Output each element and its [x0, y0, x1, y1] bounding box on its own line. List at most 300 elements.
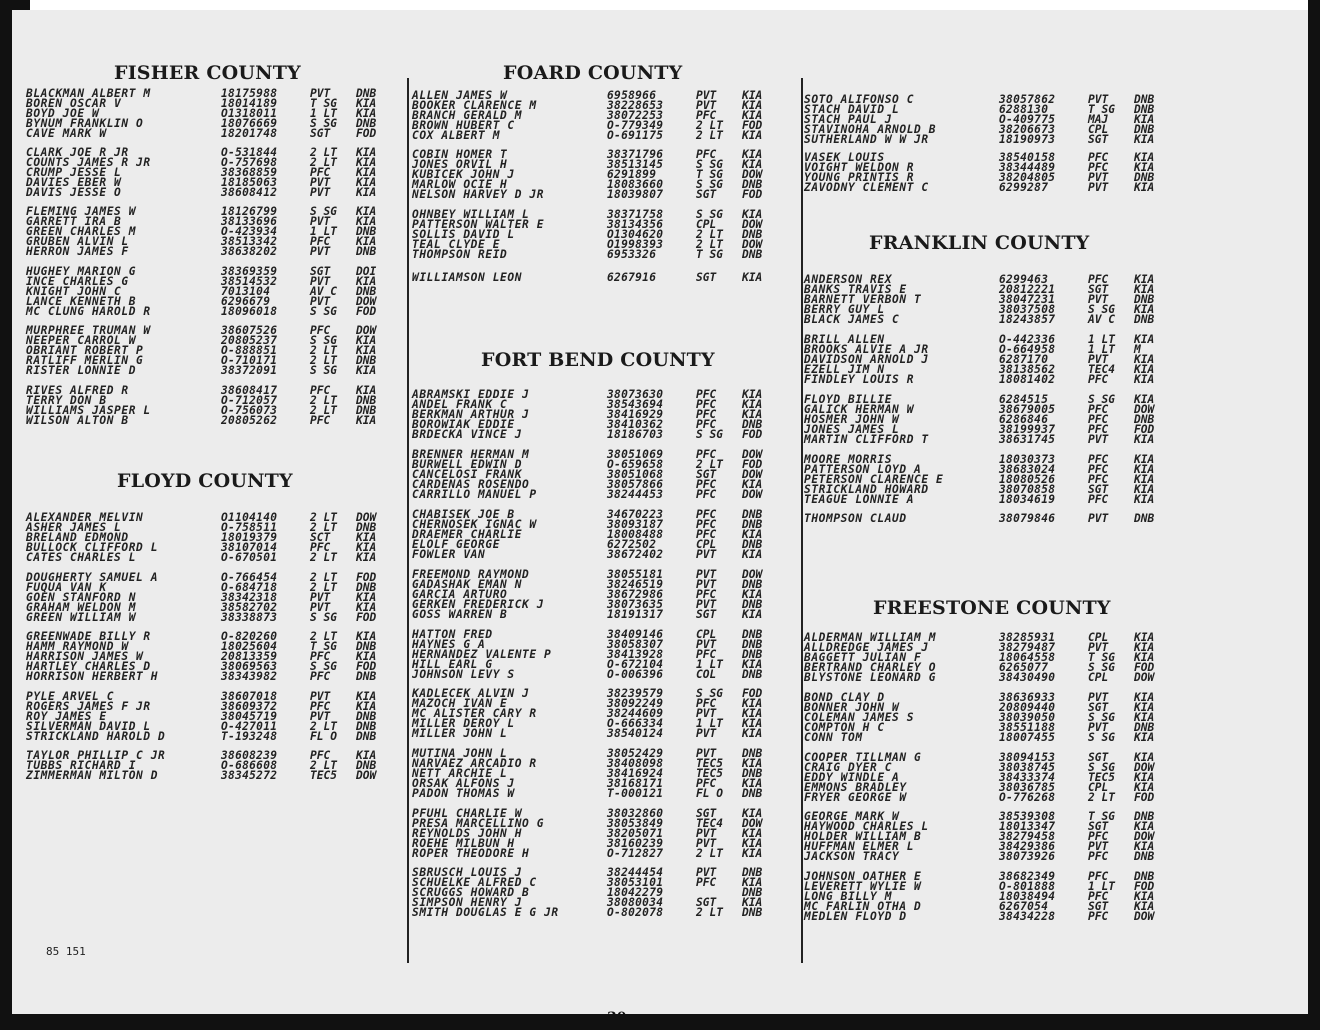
record-rank: 2 LT [696, 458, 723, 471]
record-status: KIA [356, 531, 377, 544]
record-serial: 38079846 [999, 512, 1056, 525]
record-serial: 38372091 [221, 364, 278, 377]
record-rank: TEC4 [696, 817, 723, 830]
record-serial: 20805262 [221, 414, 278, 427]
record-rank: PVT [696, 598, 717, 611]
record-rank: PFC [1088, 463, 1109, 476]
record-rank: PFC [696, 448, 717, 461]
record-serial: 38246519 [607, 578, 664, 591]
record-name: HERRON JAMES F [26, 245, 129, 258]
record-rank: PFC [1088, 453, 1109, 466]
record-name: ROGERS JAMES F JR [26, 700, 151, 713]
record-name: GARCIA ARTURO [412, 588, 508, 601]
record-serial: 38416924 [607, 767, 664, 780]
record-serial: 38057862 [999, 93, 1056, 106]
record-status: KIA [1134, 483, 1155, 496]
record-status: FOD [356, 660, 377, 673]
record-serial: 6288130 [999, 103, 1049, 116]
record-name: ROPER THEODORE H [412, 847, 530, 860]
record-status: KIA [1134, 373, 1155, 386]
record-name: BOOKER CLARENCE M [412, 99, 537, 112]
record-rank: S SG [310, 305, 337, 318]
record-serial: 18034619 [999, 493, 1056, 506]
record-status: DNB [356, 730, 377, 743]
record-status: DNB [356, 581, 377, 594]
record-status: KIA [1134, 731, 1155, 744]
record-name: LEVERETT WYLIE W [804, 880, 922, 893]
record-rank: 1 LT [1088, 333, 1115, 346]
record-name: EDDY WINDLE A [804, 771, 900, 784]
record-serial: O-531844 [221, 146, 278, 159]
record-status: KIA [1134, 631, 1155, 644]
record-name: HERNANDEZ VALENTE P [412, 648, 552, 661]
record-serial: O-423934 [221, 225, 278, 238]
record-status: KIA [742, 707, 763, 720]
record-serial: 38279458 [999, 830, 1056, 843]
record-rank: PFC [310, 749, 331, 762]
record-status: KIA [356, 591, 377, 604]
record-name: GRUBEN ALVIN L [26, 235, 129, 248]
record-rank: S SG [696, 208, 723, 221]
record-name: HUGHEY MARION G [26, 265, 137, 278]
record-name: MEDLEN FLOYD D [804, 910, 907, 923]
record-serial: 6953326 [607, 248, 657, 261]
record-rank: 2 LT [310, 521, 337, 534]
record-status: KIA [742, 727, 763, 740]
record-name: BOROWIAK EDDIE [412, 418, 515, 431]
record-serial: O-712827 [607, 847, 664, 860]
record-serial: 18185063 [221, 176, 278, 189]
record-serial: 38607526 [221, 324, 278, 337]
record-name: MILLER JOHN L [412, 727, 508, 740]
record-rank: PVT [310, 87, 331, 100]
record-status: FOD [1134, 791, 1155, 804]
record-rank: TEC5 [1088, 771, 1115, 784]
record-serial: O-888851 [221, 344, 278, 357]
record-rank: PFC [310, 166, 331, 179]
record-serial: 38343982 [221, 670, 278, 683]
record-rank: SGT [1088, 900, 1109, 913]
record-rank: 1 LT [310, 107, 337, 120]
record-rank: 2 LT [310, 581, 337, 594]
record-name: BOYD JOE W [26, 107, 100, 120]
record-serial: 18030373 [999, 453, 1056, 466]
record-serial: 18014189 [221, 97, 278, 110]
record-status: KIA [356, 601, 377, 614]
record-name: BYNUM FRANKLIN O [26, 117, 144, 130]
record-rank: PFC [1088, 161, 1109, 174]
record-rank: PFC [1088, 151, 1109, 164]
record-rank: 2 LT [310, 551, 337, 564]
record-serial: 38160239 [607, 837, 664, 850]
record-serial: 6958966 [607, 89, 657, 102]
record-status: DOI [356, 265, 377, 278]
record-name: BERKMAN ARTHUR J [412, 408, 530, 421]
record-status: FOD [742, 188, 763, 201]
record-serial: 38073926 [999, 850, 1056, 863]
record-name: RATLIFF MERLIN G [26, 354, 144, 367]
record-rank: SGT [1088, 483, 1109, 496]
record-serial: 38199937 [999, 423, 1056, 436]
record-serial: 18038494 [999, 890, 1056, 903]
record-status: DNB [1134, 850, 1155, 863]
record-serial: 38228653 [607, 99, 664, 112]
record-name: SCHUELKE ALFRED C [412, 876, 537, 889]
record-serial: 18039807 [607, 188, 664, 201]
record-serial: 6265077 [999, 661, 1049, 674]
record-status: DOW [1134, 403, 1155, 416]
record-name: WILSON ALTON B [26, 414, 129, 427]
record-serial: T-000121 [607, 787, 664, 800]
record-rank: S SG [310, 117, 337, 130]
record-serial: O-686608 [221, 759, 278, 772]
record-name: HAMM RAYMOND W [26, 640, 129, 653]
record-serial: O-691175 [607, 129, 664, 142]
record-status: DNB [1134, 870, 1155, 883]
record-name: TERRY DON B [26, 394, 107, 407]
record-name: STACH DAVID L [804, 103, 900, 116]
column-divider-2 [801, 78, 803, 963]
record-rank: SGT [696, 188, 717, 201]
record-name: ALEXANDER MELVIN [26, 511, 144, 524]
record-status: DNB [742, 886, 763, 899]
record-status: KIA [742, 807, 763, 820]
record-status: KIA [1134, 840, 1155, 853]
record-status: KIA [356, 414, 377, 427]
record-status: DNB [1134, 313, 1155, 326]
record-name: OHNBEY WILLIAM L [412, 208, 530, 221]
record-status: KIA [742, 388, 763, 401]
record-rank: S SG [310, 364, 337, 377]
record-serial: 38051068 [607, 468, 664, 481]
record-status: KIA [742, 408, 763, 421]
record-rank: PVT [1088, 353, 1109, 366]
record-status: KIA [1134, 781, 1155, 794]
record-name: BURWELL EDWIN D [412, 458, 523, 471]
record-status: DNB [742, 248, 763, 261]
record-name: FINDLEY LOUIS R [804, 373, 915, 386]
record-rank: MAJ [1088, 113, 1109, 126]
record-name: PETERSON CLARENCE E [804, 473, 944, 486]
record-name: GARRETT IRA B [26, 215, 122, 228]
record-rank: S SG [310, 334, 337, 347]
record-status: DNB [1134, 293, 1155, 306]
record-status: DOW [356, 324, 377, 337]
record-rank: PFC [696, 876, 717, 889]
record-serial: 6299287 [999, 181, 1049, 194]
record-serial: 38058307 [607, 638, 664, 651]
record-status: KIA [1134, 820, 1155, 833]
record-status: KIA [356, 186, 377, 199]
record-status: KIA [742, 717, 763, 730]
record-serial: 38032860 [607, 807, 664, 820]
record-status: DOW [356, 295, 377, 308]
record-rank: COL [696, 668, 717, 681]
record-status: KIA [356, 97, 377, 110]
record-status: KIA [356, 166, 377, 179]
record-name: BLYSTONE LEONARD G [804, 671, 937, 684]
record-serial: 38413928 [607, 648, 664, 661]
record-serial: O1104140 [221, 511, 278, 524]
record-rank: PFC [310, 670, 331, 683]
record-rank: 2 LT [1088, 791, 1115, 804]
record-rank: PFC [310, 235, 331, 248]
record-status: DOW [356, 511, 377, 524]
record-name: GEORGE MARK W [804, 810, 900, 823]
record-name: MARLOW OCIE H [412, 178, 508, 191]
record-rank: 2 LT [310, 146, 337, 159]
scan-border-bottom [0, 1014, 1320, 1030]
record-rank: PFC [310, 384, 331, 397]
record-serial: 38408098 [607, 757, 664, 770]
record-status: DNB [1134, 512, 1155, 525]
record-status: DNB [1134, 413, 1155, 426]
record-status: DNB [742, 578, 763, 591]
record-rank: PVT [696, 548, 717, 561]
record-serial: 38107014 [221, 541, 278, 554]
record-name: DAVIDSON ARNOLD J [804, 353, 929, 366]
record-status: DNB [742, 628, 763, 641]
record-status: FOD [742, 119, 763, 132]
record-serial: O-672104 [607, 658, 664, 671]
record-serial: 18025604 [221, 640, 278, 653]
record-status: DNB [742, 668, 763, 681]
record-status: KIA [356, 630, 377, 643]
record-name: COBIN HOMER T [412, 148, 508, 161]
record-status: KIA [742, 777, 763, 790]
record-rank: TEC4 [1088, 363, 1115, 376]
record-status: DNB [356, 354, 377, 367]
county-title: FRANKLIN COUNTY [869, 232, 1090, 254]
record-name: COOPER TILLMAN G [804, 751, 922, 764]
record-serial: 38138562 [999, 363, 1056, 376]
record-serial: 18019379 [221, 531, 278, 544]
record-serial: 38093187 [607, 518, 664, 531]
record-status: DNB [742, 747, 763, 760]
record-status: DNB [742, 228, 763, 241]
record-serial: 34670223 [607, 508, 664, 521]
record-rank: T SG [1088, 103, 1115, 116]
record-serial: 38430490 [999, 671, 1056, 684]
record-rank: TEC5 [696, 767, 723, 780]
record-name: CANCELOSI FRANK [412, 468, 523, 481]
record-serial: 6284515 [999, 393, 1049, 406]
record-serial: 20809440 [999, 701, 1056, 714]
record-rank: PVT [696, 638, 717, 651]
record-serial: 18190973 [999, 133, 1056, 146]
record-status: KIA [1134, 133, 1155, 146]
record-serial: 38609372 [221, 700, 278, 713]
record-status: DOW [742, 218, 763, 231]
record-name: FLOYD BILLIE [804, 393, 893, 406]
record-serial: 38205071 [607, 827, 664, 840]
record-status: KIA [742, 148, 763, 161]
record-status: KIA [356, 700, 377, 713]
record-serial: O-820260 [221, 630, 278, 643]
record-status: DNB [742, 638, 763, 651]
record-status: KIA [356, 541, 377, 554]
record-serial: 18186703 [607, 428, 664, 441]
record-rank: PVT [696, 99, 717, 112]
record-status: FOD [1134, 423, 1155, 436]
record-name: FOWLER VAN [412, 548, 486, 561]
record-serial: 38672986 [607, 588, 664, 601]
record-serial: 38045719 [221, 710, 278, 723]
record-name: HOSMER JOHN W [804, 413, 900, 426]
record-name: ROY JAMES E [26, 710, 107, 723]
record-name: LANCE KENNETH B [26, 295, 137, 308]
record-rank: PFC [310, 541, 331, 554]
record-name: GERKEN FREDERICK J [412, 598, 545, 611]
record-rank: SGT [310, 127, 331, 140]
record-rank: S SG [1088, 393, 1115, 406]
record-name: BRDECKA VINCE J [412, 428, 523, 441]
record-status: FOD [356, 571, 377, 584]
record-name: BROOKS ALVIE A JR [804, 343, 929, 356]
record-status: DNB [1134, 810, 1155, 823]
record-status: DNB [1134, 103, 1155, 116]
record-rank: 2 LT [696, 228, 723, 241]
record-serial: O1304620 [607, 228, 664, 241]
record-serial: 18008488 [607, 528, 664, 541]
record-rank: S SG [696, 178, 723, 191]
record-serial: 38094153 [999, 751, 1056, 764]
record-status: KIA [742, 847, 763, 860]
record-status: DOW [742, 488, 763, 501]
record-rank: CPL [1088, 671, 1109, 684]
record-name: FRYER GEORGE W [804, 791, 907, 804]
record-status: FOD [742, 687, 763, 700]
record-rank: SGT [1088, 820, 1109, 833]
record-name: SOLLIS DAVID L [412, 228, 515, 241]
record-rank: PFC [310, 324, 331, 337]
record-serial: 38038745 [999, 761, 1056, 774]
record-serial: 38371758 [607, 208, 664, 221]
record-name: CLARK JOE R JR [26, 146, 129, 159]
record-serial: 18064558 [999, 651, 1056, 664]
record-rank: SGT [696, 468, 717, 481]
record-rank: S SG [696, 428, 723, 441]
record-status: DNB [742, 518, 763, 531]
record-status: KIA [1134, 473, 1155, 486]
record-name: CRUMP JESSE L [26, 166, 122, 179]
record-serial: 38036785 [999, 781, 1056, 794]
record-status: KIA [1134, 333, 1155, 346]
record-serial: O1998393 [607, 238, 664, 251]
record-rank: PFC [696, 648, 717, 661]
record-status: KIA [1134, 493, 1155, 506]
record-name: BOND CLAY D [804, 691, 885, 704]
record-name: GREEN WILLIAM W [26, 611, 137, 624]
record-rank: S SG [310, 611, 337, 624]
record-serial: 38073635 [607, 598, 664, 611]
record-name: COLEMAN JAMES S [804, 711, 915, 724]
record-status: KIA [742, 208, 763, 221]
record-status: DOW [742, 448, 763, 461]
record-rank: 2 LT [310, 571, 337, 584]
record-rank: PFC [1088, 493, 1109, 506]
record-serial: 38636933 [999, 691, 1056, 704]
record-name: BRILL ALLEN [804, 333, 885, 346]
record-status: KIA [1134, 113, 1155, 126]
record-status: KIA [1134, 273, 1155, 286]
record-status: KIA [356, 690, 377, 703]
record-rank: CPL [1088, 631, 1109, 644]
record-rank: PVT [1088, 93, 1109, 106]
record-name: DAVIES EBER W [26, 176, 122, 189]
record-rank: SGT [696, 608, 717, 621]
record-name: BONNER JOHN W [804, 701, 900, 714]
record-status: KIA [1134, 433, 1155, 446]
record-name: COMPTON H C [804, 721, 885, 734]
record-rank: T SG [310, 640, 337, 653]
record-serial: 38338873 [221, 611, 278, 624]
record-name: GALICK HERMAN W [804, 403, 915, 416]
record-rank: 1 LT [1088, 880, 1115, 893]
county-title: FISHER COUNTY [114, 62, 301, 84]
record-serial: 38053849 [607, 817, 664, 830]
record-status: KIA [742, 608, 763, 621]
record-serial: 38539308 [999, 810, 1056, 823]
record-serial: 38543694 [607, 398, 664, 411]
record-rank: S SG [1088, 661, 1115, 674]
record-name: YOUNG PRINTIS R [804, 171, 915, 184]
record-status: DNB [742, 767, 763, 780]
record-rank: CPL [1088, 781, 1109, 794]
record-name: FLEMING JAMES W [26, 205, 137, 218]
record-rank: PFC [1088, 850, 1109, 863]
record-rank: PFC [696, 398, 717, 411]
record-name: STACH PAUL J [804, 113, 893, 126]
record-rank: PFC [1088, 403, 1109, 416]
record-name: MC CLUNG HAROLD R [26, 305, 151, 318]
county-title: FORT BEND COUNTY [481, 349, 715, 371]
record-rank: SGT [1088, 701, 1109, 714]
record-status: DOW [1134, 830, 1155, 843]
record-serial: 38608417 [221, 384, 278, 397]
record-serial: 6296679 [221, 295, 271, 308]
record-status: KIA [742, 89, 763, 102]
record-rank: PFC [696, 508, 717, 521]
record-status: DOW [742, 238, 763, 251]
record-rank: PVT [310, 215, 331, 228]
record-rank: 1 LT [696, 658, 723, 671]
record-status: KIA [1134, 151, 1155, 164]
record-name: SUTHERLAND W W JR [804, 133, 929, 146]
record-rank: PVT [1088, 512, 1109, 525]
record-serial: 38679005 [999, 403, 1056, 416]
record-rank: 2 LT [310, 404, 337, 417]
record-status: KIA [742, 876, 763, 889]
record-serial: 18201748 [221, 127, 278, 140]
record-serial: O-427011 [221, 720, 278, 733]
record-name: CAVE MARK W [26, 127, 107, 140]
record-rank: T SG [310, 97, 337, 110]
record-rank: PFC [310, 414, 331, 427]
record-name: REYNOLDS JOHN H [412, 827, 523, 840]
record-name: NEEPER CARROL W [26, 334, 137, 347]
record-serial: O-710171 [221, 354, 278, 367]
record-status: KIA [1134, 453, 1155, 466]
record-name: JOHNSON OATHER E [804, 870, 922, 883]
record-serial: 38409146 [607, 628, 664, 641]
record-status: FOD [1134, 661, 1155, 674]
record-status: FOD [356, 611, 377, 624]
record-serial: 38134356 [607, 218, 664, 231]
record-serial: O-664958 [999, 343, 1056, 356]
record-rank: AV C [1088, 313, 1115, 326]
record-serial: 38055181 [607, 568, 664, 581]
